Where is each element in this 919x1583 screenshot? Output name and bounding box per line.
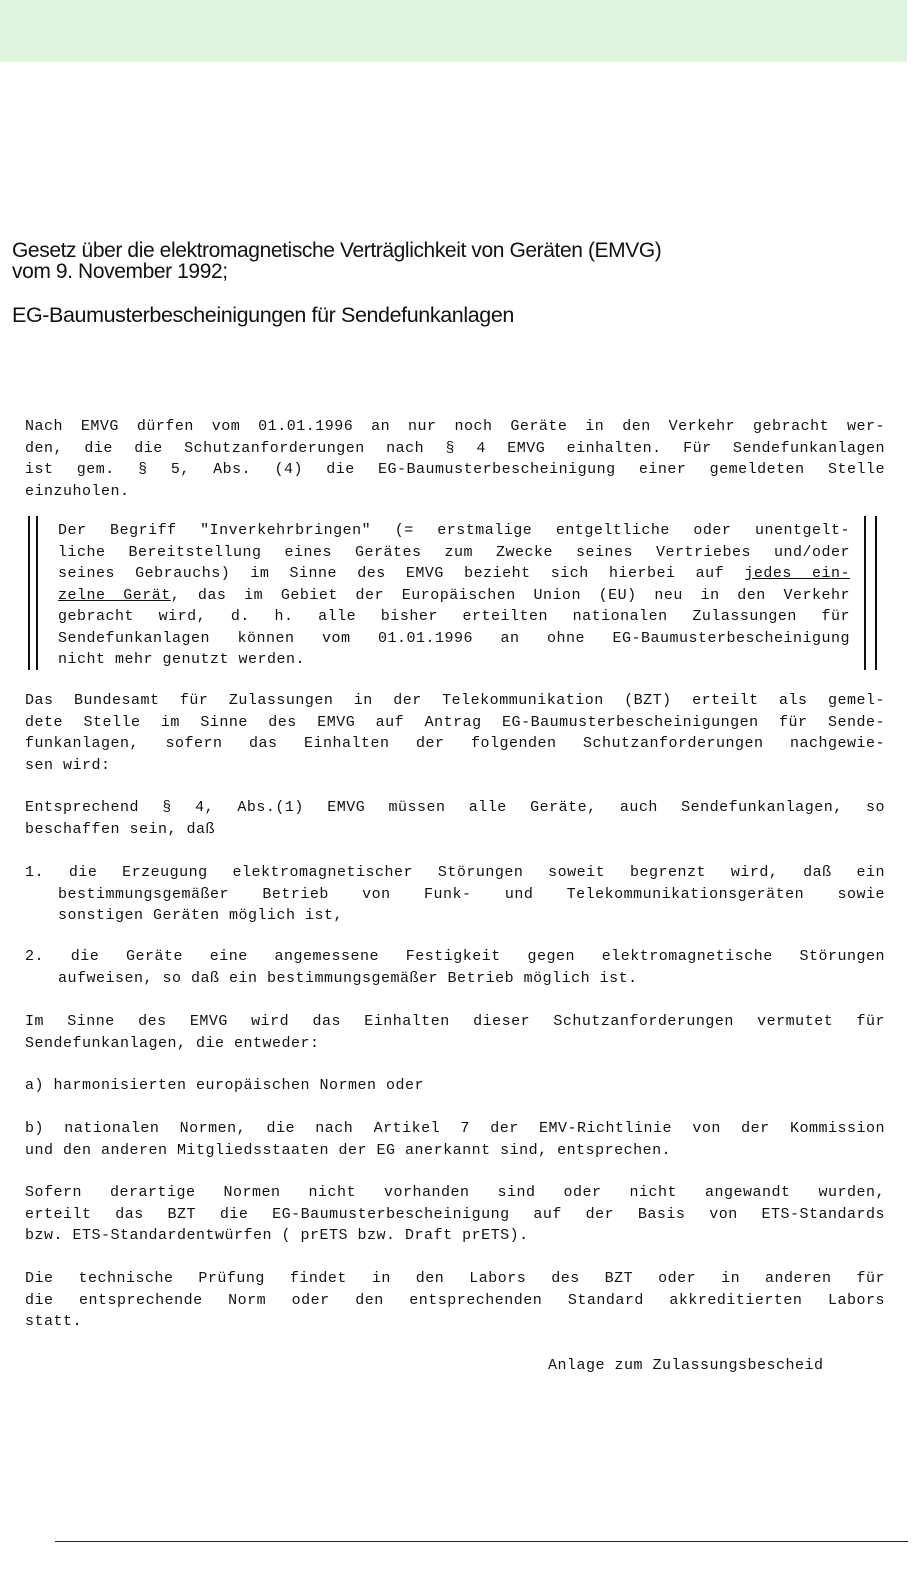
underlined-emphasis: zelne Gerät (58, 586, 171, 604)
text-line: Der Begriff "Inverkehrbringen" (= erstmalige entgeltliche oder unentgelt- (58, 522, 850, 539)
ets-paragraph (25, 1182, 885, 1247)
text-line: sonstigen Geräten möglich ist, (58, 907, 344, 924)
text-line: Im Sinne des EMVG wird das Einhalten dieser Schutzanforderungen vermutet für (25, 1013, 885, 1030)
text-line: Entsprechend § 4, Abs.(1) EMVG müssen alle Geräte, auch Sendefunkanlagen, so (25, 799, 885, 816)
list-item-1 (25, 862, 885, 927)
right-margin-bar (875, 516, 877, 670)
footer-rule (55, 1541, 908, 1542)
lab-paragraph (25, 1268, 885, 1333)
text-segment: seines Gebrauchs) im Sinne des EMVG bezieht sich hierbei auf (58, 565, 745, 582)
bzt-paragraph (25, 690, 885, 776)
text-segment: , das im Gebiet der Europäischen Union (EU) neu in den Verkehr (170, 586, 850, 604)
text-line: den, die die Schutzanforderungen nach § 4 EMVG einhalten. Für Sendefunkanlagen (25, 439, 885, 457)
text-line: ist gem. § 5, Abs. (4) die EG-Baumusterbescheinigung einer gemeldeten Stelle (25, 461, 885, 478)
text-line: gebracht wird, d. h. alle bisher erteilten nationalen Zulassungen für (58, 608, 850, 625)
text-line: und den anderen Mitgliedsstaaten der EG anerkannt sind, entsprechen. (25, 1141, 672, 1159)
option-b (25, 1118, 885, 1161)
left-margin-bar (28, 516, 30, 670)
text-line: Nach EMVG dürfen vom 01.01.1996 an nur noch Geräte in den Verkehr gebracht wer- (25, 418, 885, 435)
left-margin-bar (36, 516, 38, 670)
underlined-emphasis: jedes ein- (744, 565, 850, 582)
text-line: aufweisen, so daß ein bestimmungsgemäßer Betrieb möglich ist. (58, 969, 638, 987)
text-line: a) harmonisierten europäischen Normen oder (25, 1077, 425, 1094)
text-line: sen wird: (25, 756, 111, 774)
boxed-note (58, 520, 850, 671)
section4-paragraph (25, 797, 885, 840)
right-margin-bar (864, 516, 866, 670)
text-line: b) nationalen Normen, die nach Artikel 7 der EMV-Richtlinie von der Kommission (25, 1120, 885, 1137)
document-title-line-2: vom 9. November 1992; (12, 260, 228, 283)
top-color-band (0, 0, 907, 62)
text-line: Sendefunkanlagen können vom 01.01.1996 an ohne EG-Baumusterbescheinigung (58, 629, 850, 647)
list-item-2 (25, 946, 885, 989)
text-line: liche Bereitstellung eines Gerätes zum Zwecke seines Vertriebes und/oder (58, 543, 850, 561)
option-a (25, 1075, 885, 1097)
text-line: die entsprechende Norm oder den entsprechenden Standard akkreditierten Labors (25, 1291, 885, 1309)
text-line: Die technische Prüfung findet in den Labors des BZT oder in anderen für (25, 1270, 885, 1287)
text-line: erteilt das BZT die EG-Baumusterbescheinigung auf der Basis von ETS-Standards (25, 1205, 885, 1223)
text-line: beschaffen sein, daß (25, 820, 216, 838)
text-line: Sendefunkanlagen, die entweder: (25, 1034, 320, 1052)
text-line: 1. die Erzeugung elektromagnetischer Störungen soweit begrenzt wird, daß ein (25, 864, 885, 881)
text-line: bestimmungsgemäßer Betrieb von Funk- und Telekommunikationsgeräten sowie (58, 885, 885, 903)
intro-paragraph (25, 416, 885, 502)
text-line: statt. (25, 1313, 83, 1330)
text-line: Sofern derartige Normen nicht vorhanden sind oder nicht angewandt wurden, (25, 1184, 885, 1201)
text-line: bzw. ETS-Standardentwürfen ( prETS bzw. Draft prETS). (25, 1227, 529, 1244)
text-line: einzuholen. (25, 482, 130, 500)
text-line: Das Bundesamt für Zulassungen in der Telekommunikation (BZT) erteilt als gemel- (25, 692, 885, 709)
text-line (58, 585, 850, 607)
text-line: dete Stelle im Sinne des EMVG auf Antrag EG-Baumusterbescheinigungen für Sende- (25, 713, 885, 731)
annex-label: Anlage zum Zulassungsbescheid (548, 1357, 824, 1374)
text-line: 2. die Geräte eine angemessene Festigkeit gegen elektromagnetische Störungen (25, 948, 885, 965)
presumption-paragraph (25, 1011, 885, 1054)
text-line: funkanlagen, sofern das Einhalten der folgenden Schutzanforderungen nachgewie- (25, 735, 885, 752)
document-title-line-1: Gesetz über die elektromagnetische Verträglichkeit von Geräten (EMVG) (12, 239, 662, 262)
document-subtitle: EG-Baumusterbescheinigungen für Sendefunkanlagen (12, 303, 514, 327)
text-line: nicht mehr genutzt werden. (58, 651, 306, 668)
text-line (58, 563, 850, 585)
